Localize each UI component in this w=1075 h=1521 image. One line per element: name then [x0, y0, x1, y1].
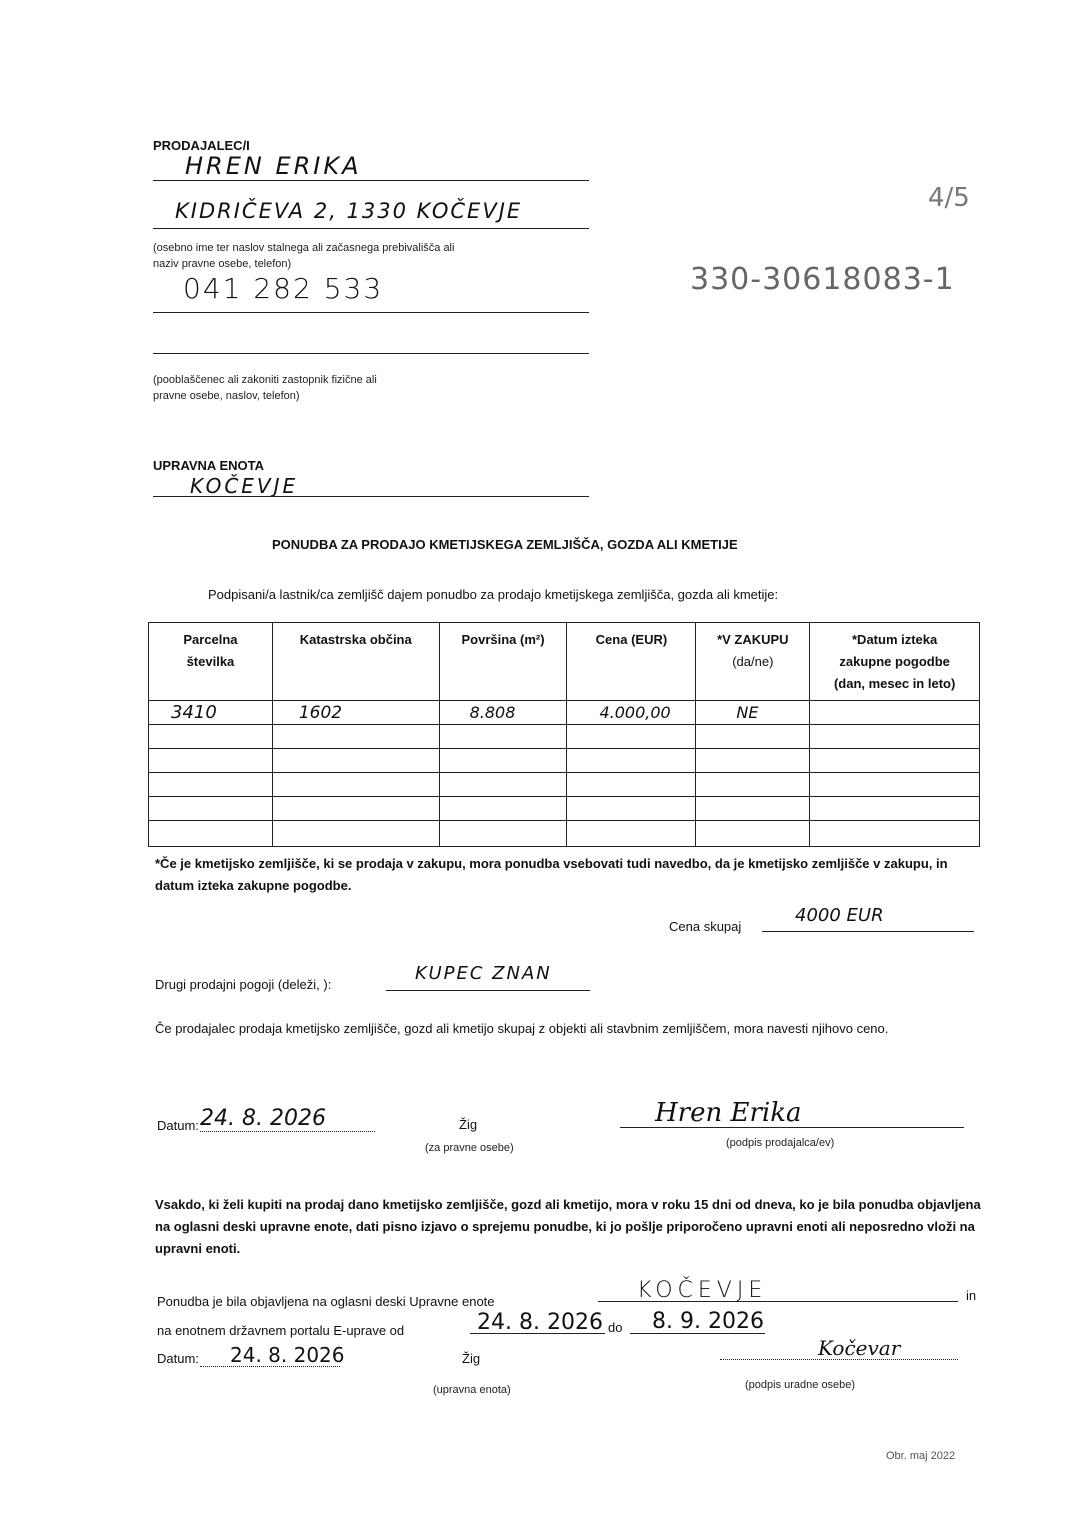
- unit-line: [153, 496, 589, 497]
- table-row: [149, 773, 980, 797]
- seller-address-line: [153, 228, 589, 229]
- header-parcel: Parcelna številka: [149, 623, 273, 701]
- lease-footnote: *Če je kmetijsko zemljišče, ki se prodaja v zakupu, mora ponudba vsebovati tudi navedbo, da je kmetijsko zemljišče v zakupu, in datum izteka zakupne pogodbe.: [155, 856, 948, 893]
- official-signature-note: (podpis uradne osebe): [745, 1379, 856, 1391]
- table-row: [149, 797, 980, 821]
- header-lease-end: *Datum izteka zakupne pogodbe (dan, mesec in leto): [810, 623, 980, 701]
- seller-signature-line: [620, 1127, 964, 1128]
- seller-address: KIDRIČEVA 2, 1330 KOČEVJE: [175, 199, 523, 223]
- cell-area: 8.808: [439, 701, 567, 725]
- total-label: Cena skupaj: [669, 919, 742, 934]
- representative-note-1: (pooblaščenec ali zakoniti zastopnik fizične ali: [153, 374, 377, 386]
- acceptance-notice: Vsakdo, ki želi kupiti na prodaj dano kmetijsko zemljišče, gozd ali kmetijo, mora v roku 15 dni od dneva, ko je bila ponudba objavljena na oglasni deski upravne enote, dati pisno izjavo o sprejemu ponudbe, ki jo pošlje priporočeno upravni enoti ali neposredno vloži na upravni enoti.: [155, 1197, 981, 1256]
- publication-unit: KOČEVJE: [637, 1278, 768, 1303]
- other-conditions-value: KUPEC ZNAN: [415, 963, 552, 984]
- table-row: [149, 749, 980, 773]
- header-area: Površina (m²): [439, 623, 567, 701]
- official-stamp-label: Žig: [462, 1351, 481, 1366]
- header-cadastral: Katastrska občina: [272, 623, 439, 701]
- official-date-value: 24. 8. 2026: [230, 1343, 345, 1367]
- other-conditions-line: [386, 990, 590, 991]
- other-conditions-label: Drugi prodajni pogoji (deleži, ):: [155, 977, 332, 992]
- total-line: [762, 931, 974, 932]
- form-code: Obr. maj 2022: [886, 1450, 956, 1462]
- cell-cadastral: 1602: [272, 701, 439, 725]
- cell-lease-end: [810, 701, 980, 725]
- stamp-note: (za pravne osebe): [425, 1142, 514, 1154]
- publication-to-date: 8. 9. 2026: [652, 1309, 764, 1334]
- header-price: Cena (EUR): [567, 623, 696, 701]
- publication-suffix: in: [966, 1288, 977, 1303]
- seller-signature: Hren Erika: [655, 1098, 802, 1128]
- publication-prefix: Ponudba je bila objavljena na oglasni deski Upravne enote: [157, 1294, 495, 1309]
- page-title: PONUDBA ZA PRODAJO KMETIJSKEGA ZEMLJIŠČA, GOZDA ALI KMETIJE: [272, 537, 738, 552]
- publication-from-date: 24. 8. 2026: [477, 1310, 603, 1335]
- seller-name-line: [153, 180, 589, 181]
- seller-note-2: naziv pravne osebe, telefon): [153, 258, 292, 270]
- seller-note-1: (osebno ime ter naslov stalnega ali začasnega prebivališča ali: [153, 242, 455, 254]
- seller-phone: 041 282 533: [183, 272, 384, 305]
- unit-heading: UPRAVNA ENOTA: [153, 458, 264, 473]
- parcel-table: [148, 622, 980, 847]
- seller-heading: PRODAJALEC/I: [153, 138, 250, 153]
- cell-price: 4.000,00: [567, 701, 696, 725]
- from-date-line: [470, 1333, 605, 1334]
- official-signature-line: [720, 1359, 958, 1360]
- cell-parcel: 3410: [149, 701, 273, 725]
- table-row: [149, 821, 980, 847]
- table-row: [149, 725, 980, 749]
- representative-note-2: pravne osebe, naslov, telefon): [153, 390, 300, 402]
- to-word: do: [608, 1320, 623, 1335]
- seller-phone-line: [153, 312, 589, 313]
- intro-text: Podpisani/a lastnik/ca zemljišč dajem ponudbo za prodajo kmetijskega zemljišča, gozda ali kmetije:: [208, 587, 779, 602]
- header-lease: *V ZAKUPU (da/ne): [696, 623, 810, 701]
- official-date-line: [200, 1366, 340, 1367]
- stamp-label: Žig: [459, 1117, 478, 1132]
- unit-value: KOČEVJE: [190, 474, 299, 498]
- stamp-number: 330-30618083-1: [690, 262, 955, 297]
- official-unit-note: (upravna enota): [433, 1384, 511, 1396]
- to-date-line: [630, 1333, 765, 1334]
- official-date-label: Datum:: [157, 1351, 199, 1366]
- publication-unit-line: [598, 1301, 958, 1302]
- representative-line: [153, 353, 589, 354]
- objects-note: Če prodajalec prodaja kmetijsko zemljišče, gozd ali kmetijo skupaj z objekti ali stavbnim zemljiščem, mora navesti njihovo ceno.: [155, 1021, 889, 1036]
- seller-name: HREN ERIKA: [185, 152, 362, 180]
- table-header-row: [149, 623, 980, 701]
- sign-date-value: 24. 8. 2026: [200, 1106, 326, 1131]
- seller-signature-note: (podpis prodajalca/ev): [726, 1137, 835, 1149]
- sign-date-line: [200, 1131, 375, 1132]
- sign-date-label: Datum:: [157, 1118, 199, 1133]
- table-row: [149, 701, 980, 725]
- cell-lease: NE: [696, 701, 810, 725]
- official-signature: Kočevar: [818, 1336, 901, 1360]
- corner-mark: 4/5: [928, 183, 970, 213]
- total-value: 4000 EUR: [795, 905, 884, 926]
- portal-prefix: na enotnem državnem portalu E-uprave od: [157, 1323, 405, 1338]
